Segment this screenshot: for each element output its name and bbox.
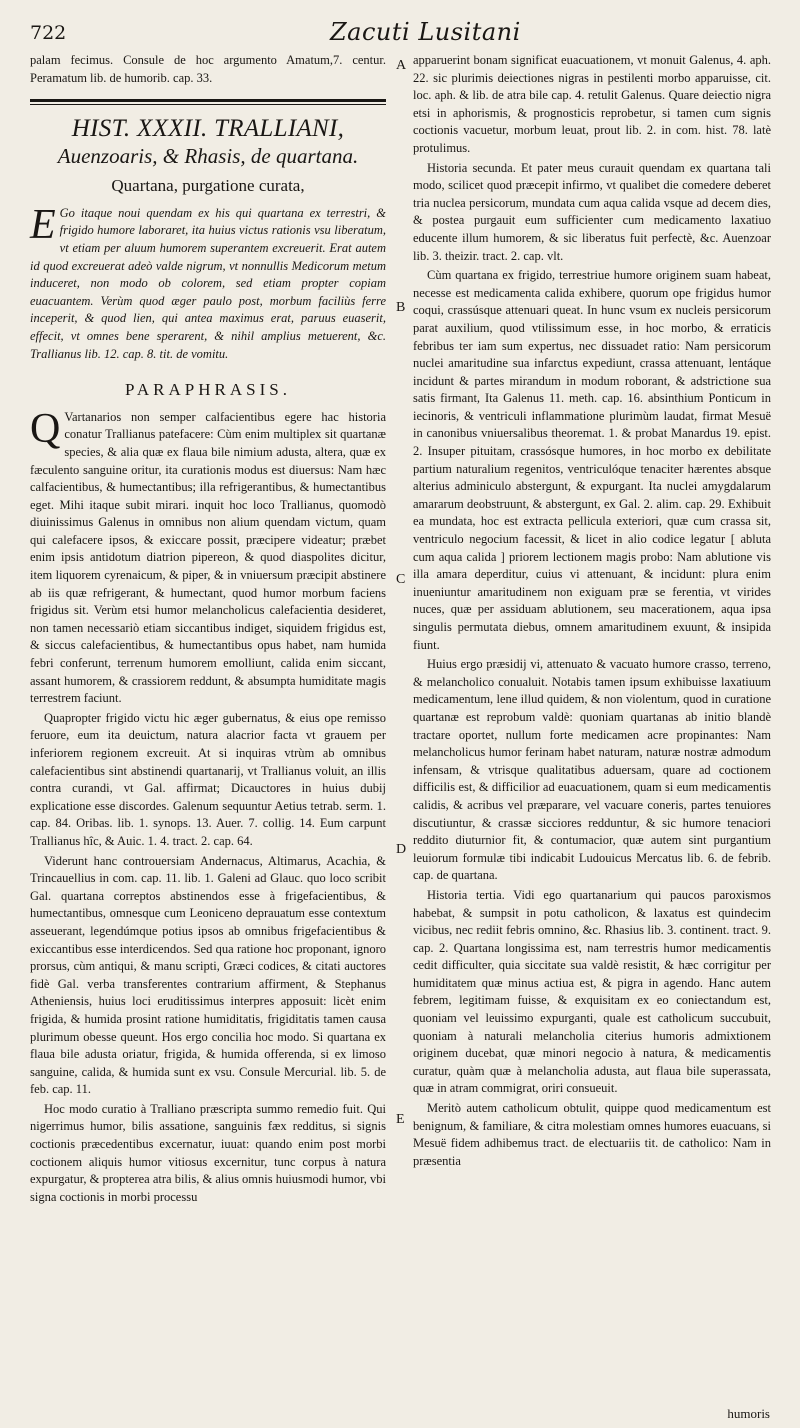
right-para-1: apparuerint bonam significat euacuationem, vt monuit Galenus, 4. aph. 22. sic plurimis deiectiones nigras in pestilenti morbo apparuisse, cit. loc. aph. & lib. de atra bile cap. 4. retulit Galenus. Quare deiectio nigra etsi in aphorismis, & prognosticis reprobetur, si tamen cum signis coctionis vacuetur, morbum leuat, prout lib. 2. in com. hist. 78. latè protulimus.: [413, 53, 771, 155]
paraphrasis-para-2: Quapropter frigido victu hic æger gubernatus, & eius ope remisso feruore, eum ita deuictum, natura alacrior facta vt grauem per inferiorem regionem excreuit. At si inquiras vtrùm ab omnibus calefacientibus sint abstinendi quartanarij, vt Trallianus voluit, an illis contra curandi, vt Gal. affirmat; Dicauctores in huius dubij explicatione esse discordes. Galenum sequuntur Aetius tetrab. serm. 1. cap. 84. Oribas. lib. 1. synops. 13. Auer. 7. collig. 14. Eum carpunt Trallianus hîc, & Auic. 1. 4. tract. 2. cap. 64.: [30, 710, 386, 848]
right-para-5: Historia tertia. Vidi ego quartanarium qui paucos paroxismos habebat, & sumpsit in potu catholicon, & laxatus est quindecim vicibus, nec rediit febris omnino, &c. Rhasius lib. 3. continent. tract. 9. cap. 2. Quartana longissima est, nam terrestris humor medicamentis cedit difficulter, quia siccitate sua valdè resistit, & hæc corrigitur per humiditatem quæ minus actiua est, & pigra in agendo. Hanc autem febrem, legitimam fuisse, & exquisitam ex eo coniectandum est, quoniam vel leuissimo expurganti, quale est catholicum succubuit, quoniam à naturali melancholia citerius humoris admixtionem originem ducebat, quæ minori negocio à natura, & medicamentis curatur, quàm quæ à melancholia adusta, aut flaua bile superassata, quæ in atram commigrat, oriri consueuit.: [413, 887, 771, 1096]
margin-letter-a: A: [396, 58, 407, 73]
history-subtitle: Auenzoaris, & Rhasis, de quartana.: [57, 144, 359, 169]
margin-letter-b: B: [396, 300, 406, 315]
page-number: 722: [30, 22, 67, 44]
margin-letter-c: C: [396, 572, 406, 587]
right-para-6: Meritò autem catholicum obtulit, quippe quod medicamentum est benignum, & familiare, & citra molestiam omnes humores euacuans, si Mesuë fidem adhibemus tract. de electuariis tit. de catholico: Nam in præsentia: [413, 1101, 771, 1168]
right-para-2: Historia secunda. Et pater meus curauit quendam ex quartana tali modo, scilicet quod præcepit infirmo, vt qualibet die comedere deberet tria nuclea persicorum, mundata cum aqua calida vsque ad decem dies, & postea purgauit eum sufficienter cum medicamento laxatiuo educente illum humorem, & sic liberatus fuit perfectè, &c. Auenzoar lib. 3. theizir. tract. 2. cap. vlt.: [413, 160, 771, 263]
right-para-4: Huius ergo præsidij vi, attenuato & vacuato humore crasso, terreno, & melancholico conualuit. Notabis tamen ipsum exhibuisse laxatiuum medicamentum, lene illud quidem, & non violentum, quod in curatione quartanæ est reprobum valdè: quoniam quartanas ab initio blandè tractare oportet, nullum forte medicamen acre propinantes: Nam melancholicus humor ferinam habet naturam, naturæ nostræ admodum infensam, & vtrisque qualitatibus aduersam, quare ad coctionem difficilis est, & difficilior ad euacuationem, quam si eum medicamentis calidis, & acribus vel præparare, vel vacuare coneris, partes tenuiores discutiuntur, & crassæ sicciores redduntur, & sic humore tenaciori reddito diuturnior fit, & contumacior, quæ autem sint purgantium leuiorum formulæ tibi indicabit Ludouicus Mercatus lib. 6. de febrib. cap. de quartana.: [413, 657, 771, 883]
running-head: Zacuti Lusitani: [330, 18, 521, 46]
paraphrasis-para-4: Hoc modo curatio à Tralliano præscripta summo remedio fuit. Qui nigerrimus humor, bilis assatione, sanguinis fæx redditus, si signis coctionis præcedentibus excernatur, iuuat: quando enim post morbi coctionem aliquis humor vitiosus excernitur, tunc corpus à natura expurgatur, & propterea atra bilis, & alius omnis huiusmodi humor, vbi signa coctionis in morbi processu: [30, 1101, 387, 1204]
history-title: HIST. XXXII. TRALLIANI,: [71, 115, 345, 143]
section-rule-thin: [30, 104, 386, 105]
catchword: humoris: [727, 1406, 770, 1421]
history-text: [30, 201, 386, 363]
left-column: [30, 52, 386, 1208]
intro-text: palam fecimus. Consule de hoc argumento Amatum,7. centur. Peramatum lib. de humorib. cap. 33.: [30, 53, 386, 85]
history-caption: Quartana, purgatione curata,: [111, 176, 305, 196]
margin-letter-e: E: [396, 1112, 405, 1127]
paraphrasis-heading: PARAPHRASIS.: [125, 380, 291, 400]
margin-letter-d: D: [396, 842, 407, 857]
section-rule-thick: [30, 99, 386, 102]
paraphrasis-para-1-text: Vartanarios non semper calfacientibus egere hac historia conatur Trallianus patefacere: Cùm enim multiplex sit quartanæ species, & alia quæ ex flaua bile nimium adusta, altera, quæ ex fæculento sanguine oritur, ita curationis modus est diuersus: Nam hæc calfacientibus, & humectantibus; illa refrigerantibus, & humectantibus eget. Mihi itaque subit mirari. inquit hoc loco Trallianus, quomodò diuinissimus Galenus in omnibus non alium quendam victum, quam qui calefacere ipsos, & exiccare possit, præcipere videatur; præbet enim ipsis antidotum diatrion pipereon, & quod diaspolites dicitur, item liquorem cyrenaicum, & piper, & in vniuersum præcipit abstinere ab iis quæ refrigerant, & humectant, quod humor morbum faciens frigidus sit. Verùm etsi humor melancholicus calefacientia desideret, non tamen necessariò etiam siccantibus indiget, siquidem frigidus est, & siccus calefacientibus, & humectantibus opus habet, nam humida febri conferunt, terrenum humorem emolliunt, calida enim siccant, assant humorem, & crassiorem reddunt, & absumpta humiditate magis terrestrem faciunt.: [30, 409, 386, 706]
paraphrasis-para-3: Viderunt hanc controuersiam Andernacus, Altimarus, Acachia, & Trincauellius in com. cap. 11. lib. 1. Galeni ad Glauc. quo loco scribit Gal. quartana correptos abstinendos esse à frigefacientibus, & humectantibus, omnesque cum Leoniceno deprauatum esse contextum asseuerant, legendúmque potius ipsos ab omnibus frigefacientibus & exiccantibus esse interdicendos. Sed qua ratione hoc proponant, ignoro prorsus, cùm antiqui, & manu scripti, Græci codices, & citati auctores fidè Gal. verba transferentes contrarium affirment, & Stephanus Atheniensis, huius loci eruditissimus interpres apposuit: licèt enim frigida, & humida prosint ratione humiditatis, frigiditatis tamen causa plurimum obesse queunt. Hos ergo concilia hoc modo. Si quartana ex flaua bile adusta oriatur, frigida, & humida offerenda, si ex limoso sanguine, calida, & humida sunt ex vsu. Consule Mercurial. lib. 5. de feb. cap. 11.: [30, 853, 386, 1097]
right-para-3: Cùm quartana ex frigido, terrestriue humore originem suam habeat, necesse est medicamenta calida exhibere, quorum ope frigidus humor coqui, crassúsque attenuari queat. In hunc vsum ex nucleis persicorum parat auxilium, quod vtilissimum esse, in hoc morbo, & erraticis febribus ter iam sum expertus, nec dissuadet ratio: Nam persicorum nuclei amaritudine sua infarctus expediunt, crassa attenuant, lentáque incidunt & partes mirandum in modum roborant, & adstrictione sua satis firmant, Ita Galenus 11. meth. cap. 16. absinthium Ponticum in iecinoris, & ventriculi inflammatione plurimùm laudat, firmat Mesuë in canonibus vniuersalibus theoremat. 1. & probat Manardus 19. epist. 2. Insuper pituitam, crassósque humores, in hoc morbo ex debilitate partium naturalium regenitos, ventriculóque tenaciter hærentes absque alterius adminiculo abstergunt, & expurgant. Ita nuclei amygdalarum amararum deobstruunt, & abstergunt, ex Gal. 2. alim. cap. 29. Exhibuit ea mundata, hoc est extracta pellicula exteriori, quæ cum crassa sit, ventriculo negocium facessit, & licet in alio codice legatur [ abluta cum aqua calida ] priorem lectionem magis probo: Nam ablutione vis illa amara deperditur, cuius vi attenuant, & incidunt: plura enim inueniuntur amaritudinem non exiguam præ se ferentia, vt virides nuces, quæ per assiduam ablutionem, seu macerationem, aqua ipsa singulis permutata diebus, omnem amaritudinem exuunt, & insipida fiunt.: [413, 268, 771, 652]
right-column: [413, 52, 771, 1172]
paraphrasis-dropcap: Q: [30, 405, 61, 452]
history-body: Go itaque noui quendam ex his qui quartana ex terrestri, & frigido humore laboraret, ita huius victus rationis vsu liberatum, vt etiam per aluum humorem superantem excreuerit. Erat autem id quod excreuerat adeò valde nigrum, vt nonnullis Medicorum metum induceret, non modo ob colorem, sed etiam propter copiam euacuantem. Verùm quod æger paulo post, morbum faciliùs ferre inceperit, & quod lien, qui antea maximus erat, paruus euaserit, effecit, vt omnes bene sperarent, & nihil amplius metuerent, &c. Trallianus lib. 12. cap. 8. tit. de vomitu.: [30, 205, 386, 361]
paraphrasis-para-1: [30, 405, 386, 708]
page-header: [30, 18, 770, 48]
history-dropcap: E: [30, 201, 56, 248]
